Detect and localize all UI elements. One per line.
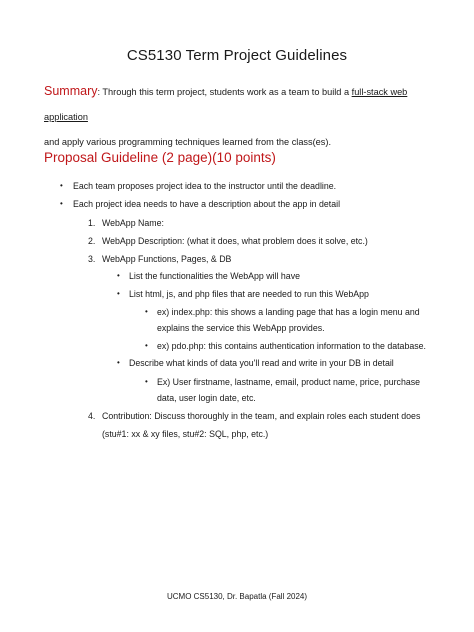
sub-bullet-icon: • bbox=[117, 271, 120, 280]
bullet-item: Each project idea needs to have a description about the app in detail bbox=[73, 199, 341, 209]
list-number: 1. bbox=[88, 218, 96, 228]
page-footer: UCMO CS5130, Dr. Bapatla (Fall 2024) bbox=[166, 592, 308, 601]
sub-sub-bullet-continuation: explains the service this WebApp provides. bbox=[157, 323, 325, 333]
list-number: 4. bbox=[88, 411, 96, 421]
document-title: CS5130 Term Project Guidelines bbox=[126, 47, 348, 64]
full-stack-link[interactable]: full-stack web application bbox=[44, 87, 408, 122]
numbered-item: WebApp Functions, Pages, & DB bbox=[102, 254, 232, 264]
bullet-icon: • bbox=[60, 199, 63, 208]
numbered-item-continuation: (stu#1: xx & xy files, stu#2: SQL, php, etc.) bbox=[102, 429, 269, 439]
sub-bullet-item: List html, js, and php files that are needed to run this WebApp bbox=[129, 289, 369, 299]
list-number: 2. bbox=[88, 236, 96, 246]
section-heading: Proposal Guideline (2 page)(10 points) bbox=[44, 150, 276, 165]
sub-sub-bullet-item: ex) pdo.php: this contains authentication information to the database. bbox=[157, 341, 426, 351]
sub-bullet-icon: • bbox=[117, 289, 120, 298]
sub-sub-bullet-continuation: data, user login date, etc. bbox=[157, 393, 256, 403]
bullet-item: Each team proposes project idea to the instructor until the deadline. bbox=[73, 181, 337, 191]
sub-sub-bullet-item: Ex) User firstname, lastname, email, product name, price, purchase bbox=[157, 377, 421, 387]
summary-text: : Through this term project, students work as a team to build a bbox=[97, 87, 352, 97]
sub-sub-bullet-item: ex) index.php: this shows a landing page that has a login menu and bbox=[157, 307, 420, 317]
sub-bullet-item: List the functionalities the WebApp will have bbox=[129, 271, 300, 281]
bullet-icon: • bbox=[60, 181, 63, 190]
sub-sub-bullet-icon: • bbox=[145, 377, 148, 386]
summary-label: Summary bbox=[44, 84, 98, 98]
sub-bullet-icon: • bbox=[117, 358, 120, 367]
numbered-item: WebApp Description: (what it does, what problem does it solve, etc.) bbox=[102, 236, 368, 246]
sub-sub-bullet-icon: • bbox=[145, 341, 148, 350]
summary-paragraph bbox=[44, 79, 444, 155]
sub-sub-bullet-icon: • bbox=[145, 307, 148, 316]
numbered-item: WebApp Name: bbox=[102, 218, 164, 228]
numbered-item: Contribution: Discuss thoroughly in the team, and explain roles each student does bbox=[102, 411, 421, 421]
sub-bullet-item: Describe what kinds of data you'll read and write in your DB in detail bbox=[129, 358, 394, 368]
list-number: 3. bbox=[88, 254, 96, 264]
summary-text-continued: and apply various programming techniques learned from the class(es). bbox=[44, 137, 331, 147]
